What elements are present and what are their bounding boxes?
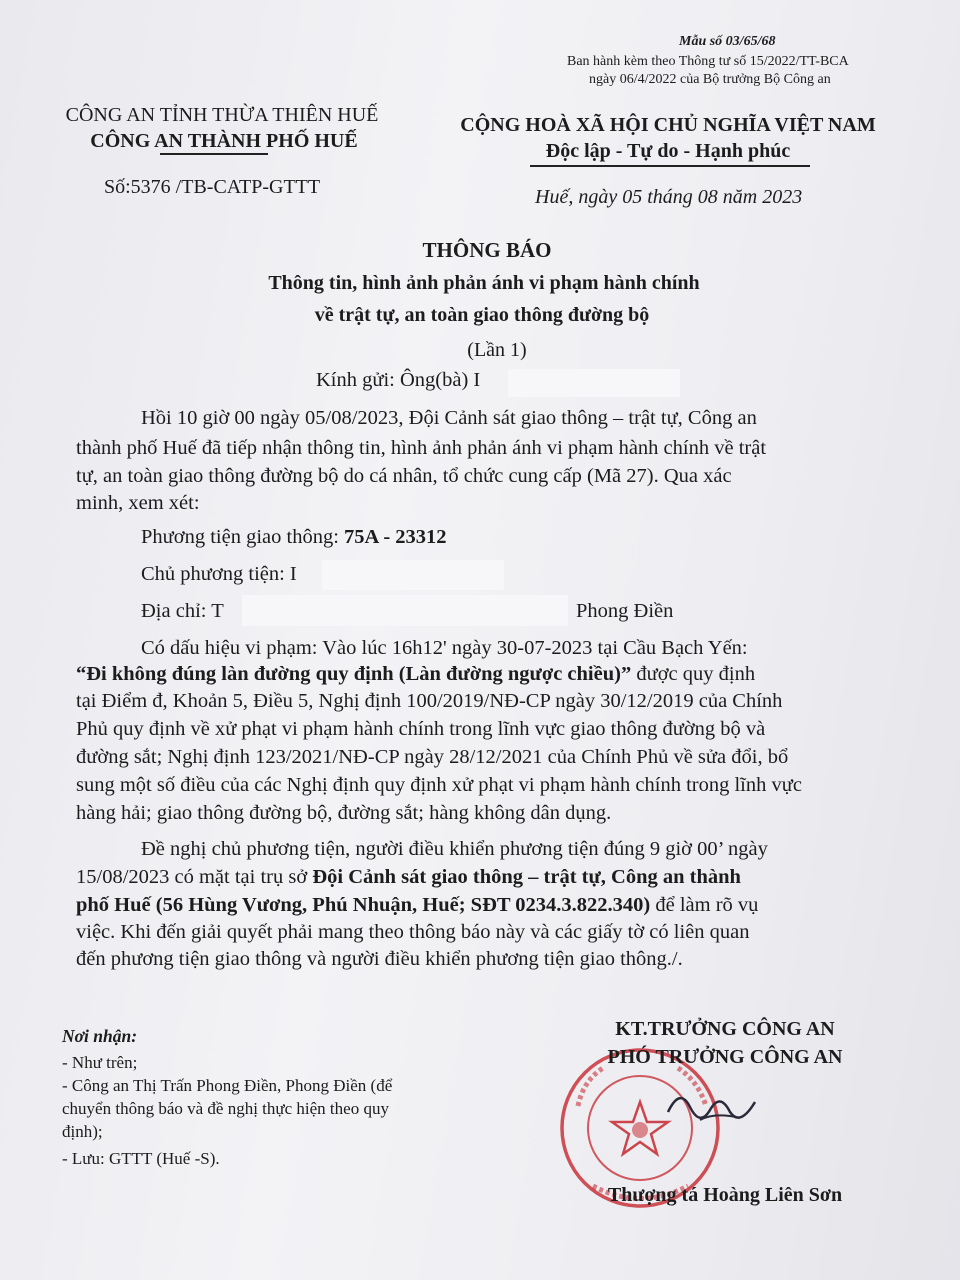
recipient-item: - Lưu: GTTT (Huế -S). (62, 1149, 220, 1168)
vehicle-plate: 75A - 23312 (344, 526, 447, 548)
agency-underline (160, 153, 268, 155)
recipient-item: - Như trên; (62, 1053, 138, 1072)
document-title: THÔNG BÁO (422, 238, 552, 262)
request-line: việc. Khi đến giải quyết phải mang theo thông báo này và các giấy tờ có liên quan (76, 921, 750, 943)
para1-line: Hồi 10 giờ 00 ngày 05/08/2023, Đội Cảnh sát giao thông – trật tự, Công an (141, 407, 757, 429)
notice-count: (Lần 1) (467, 339, 527, 361)
motto-underline (530, 165, 810, 167)
form-issued-line-2: ngày 06/4/2022 của Bộ trưởng Bộ Công an (589, 72, 831, 87)
violation-line: đường sắt; Nghị định 123/2021/NĐ-CP ngày 28/12/2021 của Chính Phủ về sửa đổi, bổ (76, 746, 789, 768)
signer-name: Thượng tá Hoàng Liên Sơn (607, 1184, 843, 1206)
owner-label: Chủ phương tiện: I (141, 563, 297, 585)
violation-line: tại Điểm đ, Khoản 5, Điều 5, Nghị định 100/2019/NĐ-CP ngày 30/12/2019 của Chính (76, 690, 783, 712)
title-subtitle-1: Thông tin, hình ảnh phản ánh vi phạm hành chính (268, 272, 700, 294)
form-issued-line-1: Ban hành kèm theo Thông tư số 15/2022/TT-BCA (567, 54, 849, 69)
request-text: để làm rõ vụ (650, 894, 759, 916)
signature-title-2: PHÓ TRƯỞNG CÔNG AN (607, 1046, 843, 1068)
request-line: đến phương tiện giao thông và người điều khiển phương tiện giao thông./. (76, 948, 683, 970)
violation-after-quote: được quy định (631, 663, 756, 685)
form-number: Mẫu số 03/65/68 (679, 34, 776, 49)
recipient-item: định); (62, 1122, 103, 1141)
recipients-heading: Nơi nhận: (62, 1026, 138, 1046)
para1-line: minh, xem xét: (76, 492, 200, 514)
vehicle-label: Phương tiện giao thông: (141, 526, 345, 548)
violation-quote: “Đi không đúng làn đường quy định (Làn đường ngược chiều)” (76, 663, 632, 685)
violation-line: Có dấu hiệu vi phạm: Vào lúc 16h12' ngày 30-07-2023 tại Cầu Bạch Yến: (141, 637, 748, 659)
recipient-item: - Công an Thị Trấn Phong Điền, Phong Điền (để (62, 1076, 393, 1095)
violation-line: sung một số điều của các Nghị định quy định xử phạt vi phạm hành chính trong lĩnh vực (76, 774, 802, 796)
request-text: 15/08/2023 có mặt tại trụ sở (76, 866, 313, 888)
violation-line: hàng hải; giao thông đường bộ, đường sắt; hàng không dân dụng. (76, 802, 612, 824)
request-line (76, 864, 741, 890)
para1-line: tự, an toàn giao thông đường bộ do cá nhân, tổ chức cung cấp (Mã 27). Qua xác (76, 465, 732, 487)
redaction-box (322, 560, 504, 590)
nation-name: CỘNG HOÀ XÃ HỘI CHỦ NGHĨA VIỆT NAM (460, 114, 876, 136)
document-number: Số:5376 /TB-CATP-GTTT (104, 176, 321, 198)
address-tail: Phong Điền (576, 600, 674, 622)
handwritten-signature-icon (660, 1082, 770, 1132)
violation-line: Phủ quy định về xử phạt vi phạm hành chính trong lĩnh vực giao thông đường bộ và (76, 718, 766, 740)
request-office-address: phố Huế (56 Hùng Vương, Phú Nhuận, Huế; SĐT 0234.3.822.340) (76, 894, 651, 916)
para1-line: thành phố Huế đã tiếp nhận thông tin, hình ảnh phản ánh vi phạm hành chính về trật (76, 437, 767, 459)
redaction-box (242, 595, 568, 626)
request-line (76, 892, 758, 918)
nation-motto: Độc lập - Tự do - Hạnh phúc (545, 140, 791, 162)
agency-city: CÔNG AN THÀNH PHỐ HUẾ (90, 130, 358, 152)
vehicle-line (141, 524, 447, 550)
addressee: Kính gửi: Ông(bà) I (316, 369, 481, 391)
violation-quote-line (76, 661, 755, 687)
signature-title-1: KT.TRƯỞNG CÔNG AN (615, 1018, 835, 1040)
request-line: Đề nghị chủ phương tiện, người điều khiển phương tiện đúng 9 giờ 00’ ngày (141, 838, 768, 860)
issue-date: Huế, ngày 05 tháng 08 năm 2023 (535, 186, 803, 208)
request-office: Đội Cảnh sát giao thông – trật tự, Công an thành (312, 866, 741, 888)
address-label: Địa chỉ: T (141, 600, 224, 622)
title-subtitle-2: về trật tự, an toàn giao thông đường bộ (314, 304, 650, 326)
recipient-item: chuyển thông báo và đề nghị thực hiện theo quy (62, 1099, 389, 1118)
redaction-box (508, 369, 680, 397)
agency-province: CÔNG AN TỈNH THỪA THIÊN HUẾ (65, 104, 379, 126)
